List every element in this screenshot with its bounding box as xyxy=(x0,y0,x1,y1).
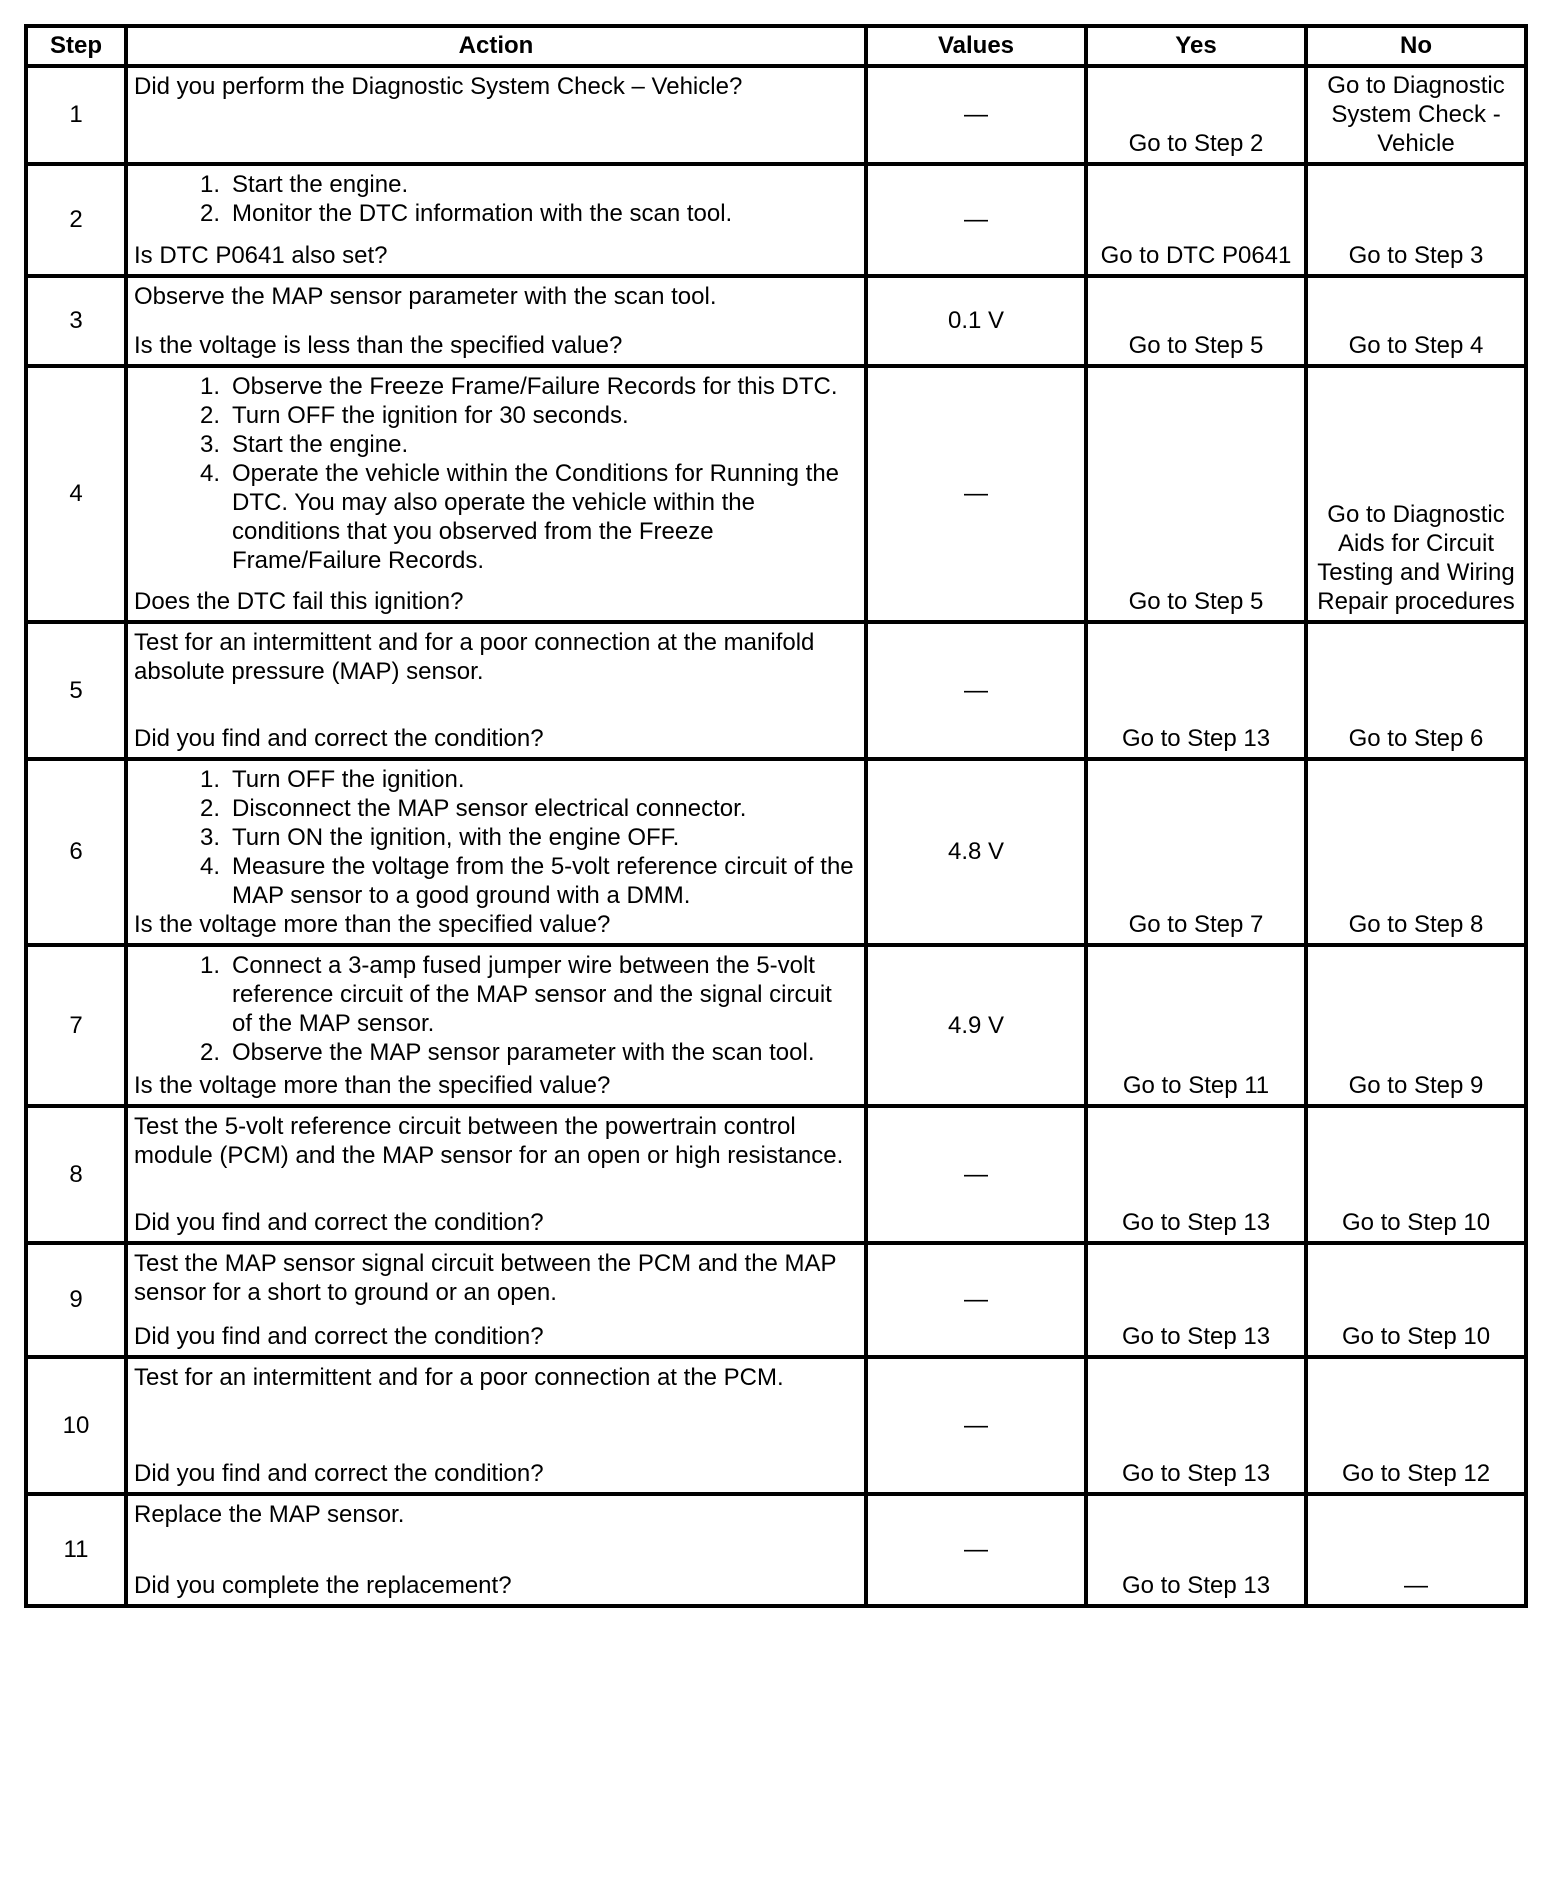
action-cell xyxy=(126,622,866,759)
action-step-item xyxy=(134,430,858,459)
no-text: Go to Diagnostic Aids for Circuit Testing and Wiring Repair procedures xyxy=(1317,501,1515,615)
yes-cell xyxy=(1086,1243,1306,1357)
action-step-item xyxy=(134,170,858,199)
action-step-number: 2. xyxy=(199,402,220,429)
action-step-item xyxy=(134,951,858,1038)
no-cell xyxy=(1306,622,1526,759)
value-cell: — xyxy=(866,622,1086,759)
yes-text: Go to DTC P0641 xyxy=(1100,242,1292,269)
yes-text: Go to Step 11 xyxy=(1122,1072,1270,1099)
header-yes: Yes xyxy=(1086,26,1306,66)
action-step-item xyxy=(134,765,858,794)
action-step-item xyxy=(134,852,858,910)
action-step-text: Disconnect the MAP sensor electrical connector. xyxy=(232,795,747,822)
value-cell: 4.9 V xyxy=(866,945,1086,1106)
action-intro: Replace the MAP sensor. xyxy=(134,1501,405,1528)
yes-text: Go to Step 5 xyxy=(1128,588,1264,615)
action-instructions xyxy=(134,72,858,101)
action-step-item xyxy=(134,459,858,575)
action-step-number: 1. xyxy=(199,373,220,400)
action-step-number: 2. xyxy=(199,1039,220,1066)
action-content xyxy=(128,368,864,620)
no-cell xyxy=(1306,1357,1526,1494)
header-no: No xyxy=(1306,26,1526,66)
table-row xyxy=(26,759,1526,945)
action-instructions xyxy=(134,951,858,1067)
action-step-text: Start the engine. xyxy=(232,171,409,198)
action-step-number: 2. xyxy=(199,795,220,822)
header-action: Action xyxy=(126,26,866,66)
action-step-item xyxy=(134,1038,858,1067)
no-text: Go to Step 10 xyxy=(1341,1323,1491,1350)
action-instructions xyxy=(134,372,858,575)
action-cell xyxy=(126,1243,866,1357)
action-instructions xyxy=(134,765,858,910)
action-cell xyxy=(126,1494,866,1606)
action-question: Is the voltage more than the specified value? xyxy=(134,911,611,938)
yes-cell xyxy=(1086,276,1306,366)
action-step-text: Monitor the DTC information with the scan tool. xyxy=(232,200,733,227)
action-steps-list xyxy=(134,765,858,910)
yes-text: Go to Step 13 xyxy=(1121,1323,1271,1350)
no-cell xyxy=(1306,164,1526,276)
step-cell: 8 xyxy=(26,1106,126,1243)
action-question: Does the DTC fail this ignition? xyxy=(134,588,464,615)
action-step-number: 2. xyxy=(199,200,220,227)
value-cell: — xyxy=(866,1243,1086,1357)
header-step: Step xyxy=(26,26,126,66)
table-row xyxy=(26,276,1526,366)
no-cell xyxy=(1306,1106,1526,1243)
table-row xyxy=(26,1494,1526,1606)
yes-cell xyxy=(1086,366,1306,622)
step-cell: 4 xyxy=(26,366,126,622)
action-instructions xyxy=(134,628,858,686)
table-row xyxy=(26,1106,1526,1243)
no-cell xyxy=(1306,276,1526,366)
action-cell xyxy=(126,366,866,622)
yes-cell xyxy=(1086,164,1306,276)
action-step-number: 4. xyxy=(199,460,220,487)
value-cell: — xyxy=(866,1357,1086,1494)
value-cell: — xyxy=(866,1106,1086,1243)
step-cell: 5 xyxy=(26,622,126,759)
action-step-text: Turn OFF the ignition. xyxy=(232,766,465,793)
step-cell: 6 xyxy=(26,759,126,945)
action-content xyxy=(128,1245,864,1355)
action-intro: Observe the MAP sensor parameter with the scan tool. xyxy=(134,283,717,310)
yes-cell xyxy=(1086,1106,1306,1243)
action-content xyxy=(128,68,864,162)
yes-text: Go to Step 13 xyxy=(1121,1572,1271,1599)
yes-text: Go to Step 7 xyxy=(1128,911,1264,938)
action-content xyxy=(128,1359,864,1492)
table-row xyxy=(26,1357,1526,1494)
action-step-item xyxy=(134,372,858,401)
no-text: Go to Step 6 xyxy=(1348,725,1484,752)
no-text: Go to Step 8 xyxy=(1348,911,1484,938)
value-cell: — xyxy=(866,66,1086,164)
table-row xyxy=(26,66,1526,164)
yes-cell xyxy=(1086,759,1306,945)
step-cell: 2 xyxy=(26,164,126,276)
action-question: Is the voltage more than the specified value? xyxy=(134,1072,611,1099)
action-question: Did you find and correct the condition? xyxy=(134,1460,544,1487)
action-cell xyxy=(126,945,866,1106)
action-step-number: 4. xyxy=(199,853,220,880)
action-question: Is DTC P0641 also set? xyxy=(134,242,388,269)
action-instructions xyxy=(134,170,858,228)
action-content xyxy=(128,947,864,1104)
yes-cell xyxy=(1086,622,1306,759)
action-step-number: 3. xyxy=(199,824,220,851)
no-text: Go to Step 3 xyxy=(1348,242,1484,269)
action-step-number: 1. xyxy=(199,766,220,793)
no-text: Go to Step 9 xyxy=(1348,1072,1484,1099)
action-instructions xyxy=(134,282,858,311)
action-step-text: Observe the Freeze Frame/Failure Records for this DTC. xyxy=(232,373,838,400)
action-step-text: Observe the MAP sensor parameter with the scan tool. xyxy=(232,1039,815,1066)
action-step-number: 3. xyxy=(199,431,220,458)
action-cell xyxy=(126,276,866,366)
action-steps-list xyxy=(134,372,858,575)
yes-text: Go to Step 2 xyxy=(1128,130,1264,157)
diagnostic-table xyxy=(24,24,1528,1608)
table-row xyxy=(26,945,1526,1106)
no-cell xyxy=(1306,759,1526,945)
action-step-text: Turn OFF the ignition for 30 seconds. xyxy=(232,402,629,429)
value-cell: — xyxy=(866,366,1086,622)
action-content xyxy=(128,1496,864,1604)
no-cell xyxy=(1306,66,1526,164)
yes-cell xyxy=(1086,945,1306,1106)
yes-cell xyxy=(1086,1494,1306,1606)
action-question: Did you complete the replacement? xyxy=(134,1572,512,1599)
action-question: Is the voltage is less than the specified value? xyxy=(134,332,623,359)
action-step-item xyxy=(134,401,858,430)
action-instructions xyxy=(134,1112,858,1170)
no-cell xyxy=(1306,1243,1526,1357)
no-cell xyxy=(1306,1494,1526,1606)
action-content xyxy=(128,278,864,364)
value-cell: — xyxy=(866,164,1086,276)
action-instructions xyxy=(134,1500,858,1529)
no-text: Go to Step 10 xyxy=(1341,1209,1491,1236)
action-intro: Test the 5-volt reference circuit between the powertrain control module (PCM) and the MAP sensor for an open or high resistance. xyxy=(134,1113,844,1169)
step-cell: 3 xyxy=(26,276,126,366)
yes-text: Go to Step 13 xyxy=(1121,725,1271,752)
value-cell: — xyxy=(866,1494,1086,1606)
table-row xyxy=(26,1243,1526,1357)
action-intro: Test for an intermittent and for a poor connection at the manifold absolute pressure (MAP) sensor. xyxy=(134,629,815,685)
action-step-text: Measure the voltage from the 5-volt reference circuit of the MAP sensor to a good ground with a DMM. xyxy=(232,853,854,909)
action-intro: Test for an intermittent and for a poor connection at the PCM. xyxy=(134,1364,784,1391)
action-cell xyxy=(126,164,866,276)
no-text: Go to Step 4 xyxy=(1348,332,1484,359)
action-question: Did you find and correct the condition? xyxy=(134,725,544,752)
action-content xyxy=(128,1108,864,1241)
value-cell: 4.8 V xyxy=(866,759,1086,945)
action-step-text: Connect a 3-amp fused jumper wire between the 5-volt reference circuit of the MAP sensor and the signal circuit of the MAP sensor. xyxy=(232,952,832,1037)
action-step-item xyxy=(134,823,858,852)
yes-text: Go to Step 13 xyxy=(1121,1209,1271,1236)
action-cell xyxy=(126,1106,866,1243)
yes-text: Go to Step 13 xyxy=(1121,1460,1271,1487)
action-steps-list xyxy=(134,951,858,1067)
no-text: Go to Diagnostic System Check - Vehicle xyxy=(1327,72,1505,157)
step-cell: 10 xyxy=(26,1357,126,1494)
no-text: Go to Step 12 xyxy=(1341,1460,1491,1487)
action-content xyxy=(128,166,864,274)
action-step-text: Start the engine. xyxy=(232,431,409,458)
header-row xyxy=(26,26,1526,66)
step-cell: 7 xyxy=(26,945,126,1106)
action-question: Did you find and correct the condition? xyxy=(134,1209,544,1236)
no-text: — xyxy=(1404,1572,1428,1599)
action-instructions xyxy=(134,1363,858,1392)
table-row xyxy=(26,164,1526,276)
action-question: Did you find and correct the condition? xyxy=(134,1323,544,1350)
action-step-text: Operate the vehicle within the Conditions for Running the DTC. You may also operate the vehicle within the conditions that you observed from the Freeze Frame/Failure Records. xyxy=(232,460,840,574)
step-cell: 1 xyxy=(26,66,126,164)
action-cell xyxy=(126,1357,866,1494)
action-steps-list xyxy=(134,170,858,228)
no-cell xyxy=(1306,366,1526,622)
action-step-text: Turn ON the ignition, with the engine OFF. xyxy=(232,824,680,851)
action-intro: Test the MAP sensor signal circuit between the PCM and the MAP sensor for a short to ground or an open. xyxy=(134,1250,837,1306)
header-values: Values xyxy=(866,26,1086,66)
table-row xyxy=(26,366,1526,622)
table-body xyxy=(26,66,1526,1606)
action-cell xyxy=(126,759,866,945)
action-step-item xyxy=(134,199,858,228)
yes-cell xyxy=(1086,66,1306,164)
action-step-item xyxy=(134,794,858,823)
action-cell xyxy=(126,66,866,164)
yes-text: Go to Step 5 xyxy=(1128,332,1264,359)
step-cell: 11 xyxy=(26,1494,126,1606)
action-instructions xyxy=(134,1249,858,1307)
action-content xyxy=(128,624,864,757)
action-content xyxy=(128,761,864,943)
yes-cell xyxy=(1086,1357,1306,1494)
action-step-number: 1. xyxy=(199,952,220,979)
no-cell xyxy=(1306,945,1526,1106)
step-cell: 9 xyxy=(26,1243,126,1357)
action-step-number: 1. xyxy=(199,171,220,198)
value-cell: 0.1 V xyxy=(866,276,1086,366)
table-row xyxy=(26,622,1526,759)
action-intro: Did you perform the Diagnostic System Check – Vehicle? xyxy=(134,73,743,100)
